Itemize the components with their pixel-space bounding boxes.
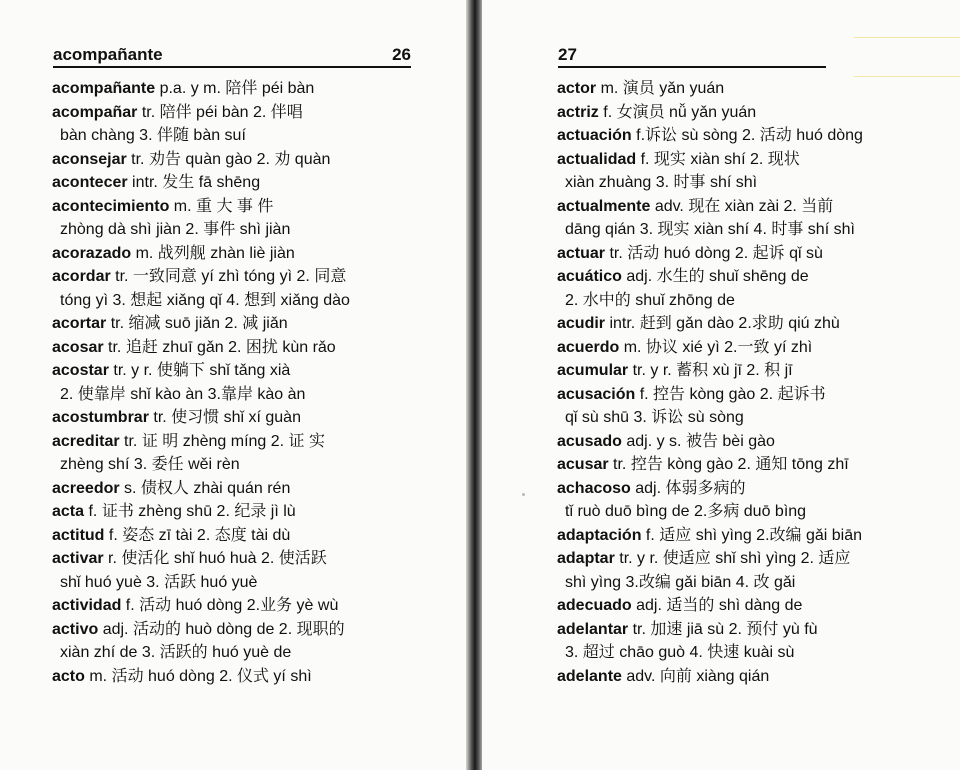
dictionary-line <box>52 383 414 407</box>
dictionary-line <box>52 195 414 219</box>
dictionary-line <box>557 124 917 148</box>
dictionary-line <box>52 289 414 313</box>
dictionary-line <box>52 148 414 172</box>
definition-text: zhèng shí 3. 委任 wěi rèn <box>60 456 240 473</box>
headword: acta <box>52 503 85 520</box>
definition-text: m. 协议 xié yì 2.一致 yí zhì <box>619 338 813 356</box>
definition-text: tr. y r. 使躺下 shǐ tǎng xià <box>108 362 291 379</box>
dictionary-line <box>52 265 414 289</box>
definition-text: tr. y r. 蓄积 xù jī 2. 积 jī <box>628 362 793 379</box>
dictionary-line <box>557 406 917 430</box>
definition-text: tr. 控告 kòng gào 2. 通知 tōng zhī <box>608 456 849 473</box>
dictionary-line <box>557 665 917 689</box>
headword: actuar <box>557 244 606 262</box>
headword: acompañar <box>52 103 138 121</box>
dictionary-line <box>557 265 917 289</box>
headword: acreedor <box>52 479 120 497</box>
definition-text: m. 演员 yǎn yuán <box>596 80 725 97</box>
dictionary-line <box>557 101 917 125</box>
dictionary-line <box>52 336 414 360</box>
definition-text: s. 债权人 zhài quán rén <box>119 479 291 497</box>
definition-text: m. 战列舰 zhàn liè jiàn <box>131 244 295 262</box>
page-header <box>53 44 411 68</box>
headword: acostumbrar <box>52 409 149 426</box>
dictionary-line <box>557 453 917 477</box>
headword: aconsejar <box>52 150 127 168</box>
dictionary-line <box>52 312 414 336</box>
definition-text: 2. 使靠岸 shǐ kào àn 3.靠岸 kào àn <box>60 385 306 403</box>
definition-text: adj. 活动的 huò dòng de 2. 现职的 <box>98 620 345 638</box>
definition-text: tóng yì 3. 想起 xiǎng qǐ 4. 想到 xiǎng dào <box>60 291 350 309</box>
definition-text: f. 女演员 nǚ yǎn yuán <box>598 103 757 121</box>
definition-text: dāng qián 3. 现实 xiàn shí 4. 时事 shí shì <box>565 221 855 238</box>
definition-text: tr. 劝告 quàn gào 2. 劝 quàn <box>126 150 331 168</box>
definition-text: zhòng dà shì jiàn 2. 事件 shì jiàn <box>60 221 291 238</box>
dictionary-line <box>52 641 414 665</box>
headword: acompañante <box>52 80 156 97</box>
guide-word: acompañante <box>53 45 163 64</box>
dictionary-line <box>557 477 917 501</box>
definition-text: qǐ sù shū 3. 诉讼 sù sòng <box>565 409 744 426</box>
dictionary-line <box>52 171 414 195</box>
definition-text: tr. 一致同意 yí zhì tóng yì 2. 同意 <box>110 268 347 285</box>
dictionary-line <box>52 618 414 642</box>
headword: acorazado <box>52 244 132 262</box>
headword: acostar <box>52 362 109 379</box>
headword: achacoso <box>557 479 631 497</box>
headword: activar <box>52 550 104 567</box>
page-number: 27 <box>558 45 577 64</box>
headword: acto <box>52 667 85 685</box>
dictionary-line <box>52 359 414 383</box>
headword: actor <box>557 80 597 97</box>
definition-text: f. 姿态 zī tài 2. 态度 tài dù <box>104 526 291 544</box>
dictionary-line <box>52 547 414 571</box>
dictionary-line <box>557 430 917 454</box>
definition-text: adj. y s. 被告 bèi gào <box>621 432 775 450</box>
definition-text: intr. 赶到 gǎn dào 2.求助 qiú zhù <box>605 315 840 332</box>
dictionary-line <box>52 77 414 101</box>
dictionary-line <box>52 453 414 477</box>
definition-text: tr. 活动 huó dòng 2. 起诉 qǐ sù <box>605 244 823 262</box>
dictionary-line <box>557 594 917 618</box>
dictionary-line <box>557 195 917 219</box>
definition-text: r. 使活化 shǐ huó huà 2. 使活跃 <box>103 550 327 567</box>
headword: actualidad <box>557 150 637 168</box>
definition-text: shǐ huó yuè 3. 活跃 huó yuè <box>60 573 258 591</box>
dictionary-line <box>557 148 917 172</box>
definition-text: tr. 证 明 zhèng míng 2. 证 实 <box>119 432 326 450</box>
dictionary-line <box>557 218 917 242</box>
definition-text: xiàn zhuàng 3. 时事 shí shì <box>565 174 758 191</box>
dictionary-line <box>557 77 917 101</box>
headword: acortar <box>52 315 107 332</box>
headword: acuático <box>557 268 622 285</box>
definition-text: tr. y r. 使适应 shǐ shì yìng 2. 适应 <box>614 550 851 567</box>
definition-text: tr. 陪伴 péi bàn 2. 伴唱 <box>137 103 303 121</box>
definition-text: f. 适应 shì yìng 2.改编 gǎi biān <box>641 526 863 544</box>
right-page <box>482 0 960 770</box>
definition-text: f.诉讼 sù sòng 2. 活动 huó dòng <box>631 127 863 144</box>
definition-text: 2. 水中的 shuǐ zhōng de <box>565 291 735 309</box>
page-edge-mark <box>854 37 960 38</box>
headword: adelante <box>557 667 622 685</box>
definition-text: f. 证书 zhèng shū 2. 纪录 jì lù <box>84 503 296 520</box>
dictionary-line <box>52 571 414 595</box>
headword: actriz <box>557 103 599 121</box>
definition-text: adj. 水生的 shuǐ shēng de <box>621 268 809 285</box>
page-header <box>558 44 826 68</box>
definition-text: xiàn zhí de 3. 活跃的 huó yuè de <box>60 644 292 661</box>
left-page <box>0 0 468 770</box>
definition-text: tr. 使习惯 shǐ xí guàn <box>148 409 301 426</box>
dictionary-line <box>557 571 917 595</box>
headword: actividad <box>52 597 122 614</box>
headword: acontecimiento <box>52 197 170 215</box>
definition-text: f. 现实 xiàn shí 2. 现状 <box>636 150 800 168</box>
dictionary-line <box>557 242 917 266</box>
definition-text: tr. 加速 jiā sù 2. 预付 yù fù <box>628 620 818 638</box>
headword: acosar <box>52 338 104 356</box>
dictionary-line <box>557 336 917 360</box>
headword: adecuado <box>557 597 632 614</box>
paper-speck <box>522 493 525 496</box>
entry-list <box>52 77 414 688</box>
definition-text: f. 控告 kòng gào 2. 起诉书 <box>635 385 826 403</box>
definition-text: intr. 发生 fā shēng <box>127 174 261 191</box>
dictionary-line <box>52 524 414 548</box>
dictionary-line <box>52 665 414 689</box>
definition-text: m. 重 大 事 件 <box>169 197 274 215</box>
dictionary-line <box>52 406 414 430</box>
definition-text: tǐ ruò duō bìng de 2.多病 duō bìng <box>565 503 807 520</box>
definition-text: adj. 体弱多病的 <box>630 479 746 497</box>
definition-text: tr. 缩减 suō jiǎn 2. 减 jiǎn <box>106 315 288 332</box>
definition-text: 3. 超过 chāo guò 4. 快速 kuài sù <box>565 644 795 661</box>
definition-text: p.a. y m. 陪伴 péi bàn <box>155 80 315 97</box>
headword: acumular <box>557 362 629 379</box>
dictionary-line <box>557 547 917 571</box>
dictionary-line <box>557 524 917 548</box>
headword: acuerdo <box>557 338 620 356</box>
dictionary-line <box>557 641 917 665</box>
dictionary-line <box>52 218 414 242</box>
headword: acreditar <box>52 432 120 450</box>
definition-text: adv. 向前 xiàng qián <box>621 667 770 685</box>
dictionary-line <box>557 500 917 524</box>
dictionary-line <box>52 430 414 454</box>
headword: actitud <box>52 526 105 544</box>
dictionary-line <box>557 289 917 313</box>
definition-text: m. 活动 huó dòng 2. 仪式 yí shì <box>84 667 312 685</box>
headword: acusado <box>557 432 622 450</box>
dictionary-line <box>52 477 414 501</box>
definition-text: tr. 追赶 zhuī gǎn 2. 困扰 kùn rǎo <box>103 338 336 356</box>
dictionary-line <box>557 359 917 383</box>
headword: acordar <box>52 268 111 285</box>
dictionary-line <box>52 500 414 524</box>
headword: actualmente <box>557 197 651 215</box>
definition-text: bàn chàng 3. 伴随 bàn suí <box>60 127 246 144</box>
dictionary-line <box>557 312 917 336</box>
headword: actuación <box>557 127 632 144</box>
headword: activo <box>52 620 99 638</box>
headword: acusación <box>557 385 636 403</box>
entry-list <box>557 77 917 688</box>
headword: acudir <box>557 315 606 332</box>
definition-text: shì yìng 3.改编 gǎi biān 4. 改 gǎi <box>565 573 796 591</box>
dictionary-line <box>52 124 414 148</box>
definition-text: adv. 现在 xiàn zài 2. 当前 <box>650 197 834 215</box>
definition-text: f. 活动 huó dòng 2.业务 yè wù <box>121 597 339 614</box>
headword: adaptar <box>557 550 615 567</box>
page-number: 26 <box>392 45 411 64</box>
headword: acusar <box>557 456 609 473</box>
dictionary-line <box>52 101 414 125</box>
definition-text: adj. 适当的 shì dàng de <box>631 597 803 614</box>
dictionary-line <box>52 594 414 618</box>
dictionary-line <box>557 383 917 407</box>
dictionary-line <box>557 171 917 195</box>
headword: adelantar <box>557 620 629 638</box>
headword: adaptación <box>557 526 642 544</box>
dictionary-line <box>557 618 917 642</box>
page-edge-mark <box>854 76 960 77</box>
dictionary-line <box>52 242 414 266</box>
headword: acontecer <box>52 174 128 191</box>
